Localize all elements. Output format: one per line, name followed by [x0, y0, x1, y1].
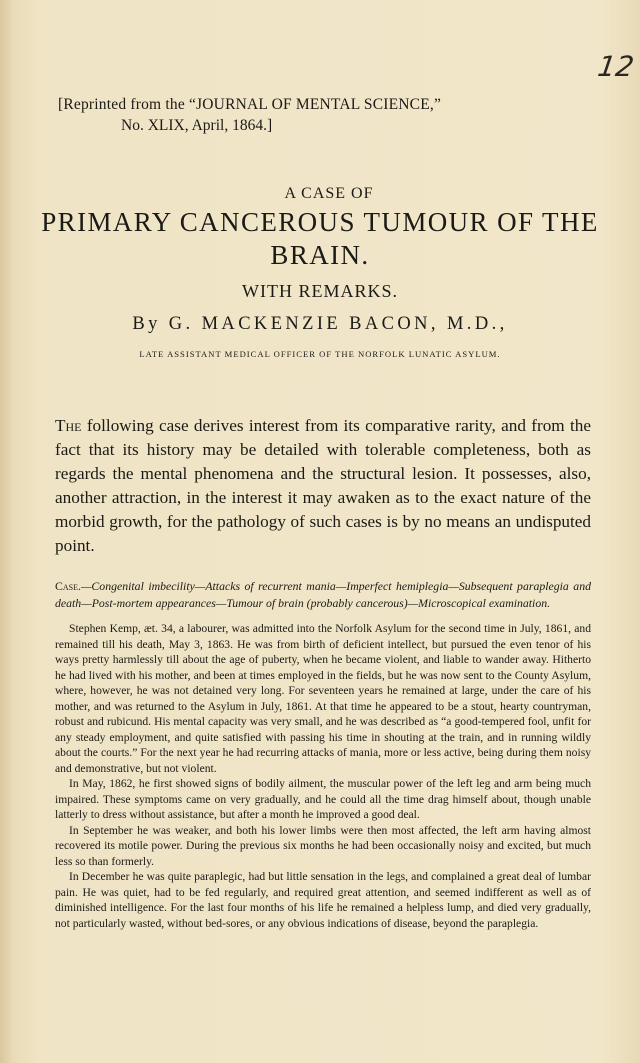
reprint-source-line: [Reprinted from the “JOURNAL OF MENTAL SCIENCE,”	[58, 96, 442, 113]
case-heading	[55, 578, 591, 612]
case-synopsis: —Congenital imbecility—Attacks of recurrent mania—Imperfect hemiplegia—Subsequent paraplegia and death—Post-mortem appearances—Tumour of brain (probably cancerous)—Microscopical examination.	[55, 579, 591, 610]
intro-lead-word: The	[55, 416, 82, 435]
body-paragraph: Stephen Kemp, æt. 34, a labourer, was admitted into the Norfolk Asylum for the second time in July, 1861, and remained till his death, May 3, 1863. He was from birth of deficient intellect, but pursued the even tenor of his ways pretty harmlessly till about the age of puberty, when he became violent, and liable to wander away. Hitherto he had lived with his mother, and been at times employed in the fields, but he was now sent to the County Asylum, where, however, he was not detained very long. For seventeen years he remained at large, under the care of his mother, and was returned to the Asylum in July, 1861. At that time he appeared to be a stout, hearty countryman, robust and rubicund. His mental capacity was very small, and he was described as “a good-tempered fool, unfit for any steady employment, and quite satisfied with passing his time in shouting at the train, and in running wildly about the courts.” For the next year he had recurring attacks of mania, more or less active, being during them noisy and demonstrative, but not violent.	[55, 622, 591, 775]
author-affiliation: LATE ASSISTANT MEDICAL OFFICER OF THE NORFOLK LUNATIC ASYLUM.	[139, 349, 501, 359]
article-title-line-2: BRAIN.	[270, 240, 370, 270]
body-paragraph: In May, 1862, he first showed signs of bodily ailment, the muscular power of the left leg and arm being much impaired. These symptoms came on very gradually, and he could all the time drag himself about, though unable latterly to dress without assistance, but after a month he improved a good deal.	[55, 777, 591, 821]
case-body	[55, 621, 591, 931]
body-paragraph: In September he was weaker, and both his lower limbs were then most affected, the left arm having almost recovered its motile power. During the previous six months he had been occasionally noisy and excited, but much less so than formerly.	[55, 823, 591, 868]
article-subtitle: WITH REMARKS.	[242, 281, 398, 301]
intro-text: following case derives interest from its comparative rarity, and from the fact that its history may be detailed with tolerable completeness, both as regards the mental phenomena and the structural lesion. It possesses, also, another attraction, in the interest it may awaken as to the exact nature of the morbid growth, for the pathology of such cases is by no means an undisputed point.	[55, 416, 591, 555]
reprint-issue-line: No. XLIX, April, 1864.]	[121, 117, 273, 134]
case-label: Case.	[55, 579, 81, 593]
page-number: 12	[595, 50, 636, 83]
author-byline: By G. MACKENZIE BACON, M.D.,	[132, 314, 508, 334]
body-paragraph: In December he was quite paraplegic, had but little sensation in the legs, and complained a great deal of lumbar pain. He was quiet, had to be fed regularly, and required great attention, and seemed indifferent as well as of diminished intelligence. For the last four months of his life he remained a helpless lump, and died very gradually, not particularly wasted, without bed-sores, or any obvious indications of disease, beyond the paraplegia.	[55, 870, 591, 930]
intro-paragraph	[55, 414, 591, 558]
article-title-line-1: PRIMARY CANCEROUS TUMOUR OF THE	[41, 207, 599, 237]
title-prefix: A CASE OF	[284, 185, 374, 202]
reprint-header	[40, 96, 600, 135]
